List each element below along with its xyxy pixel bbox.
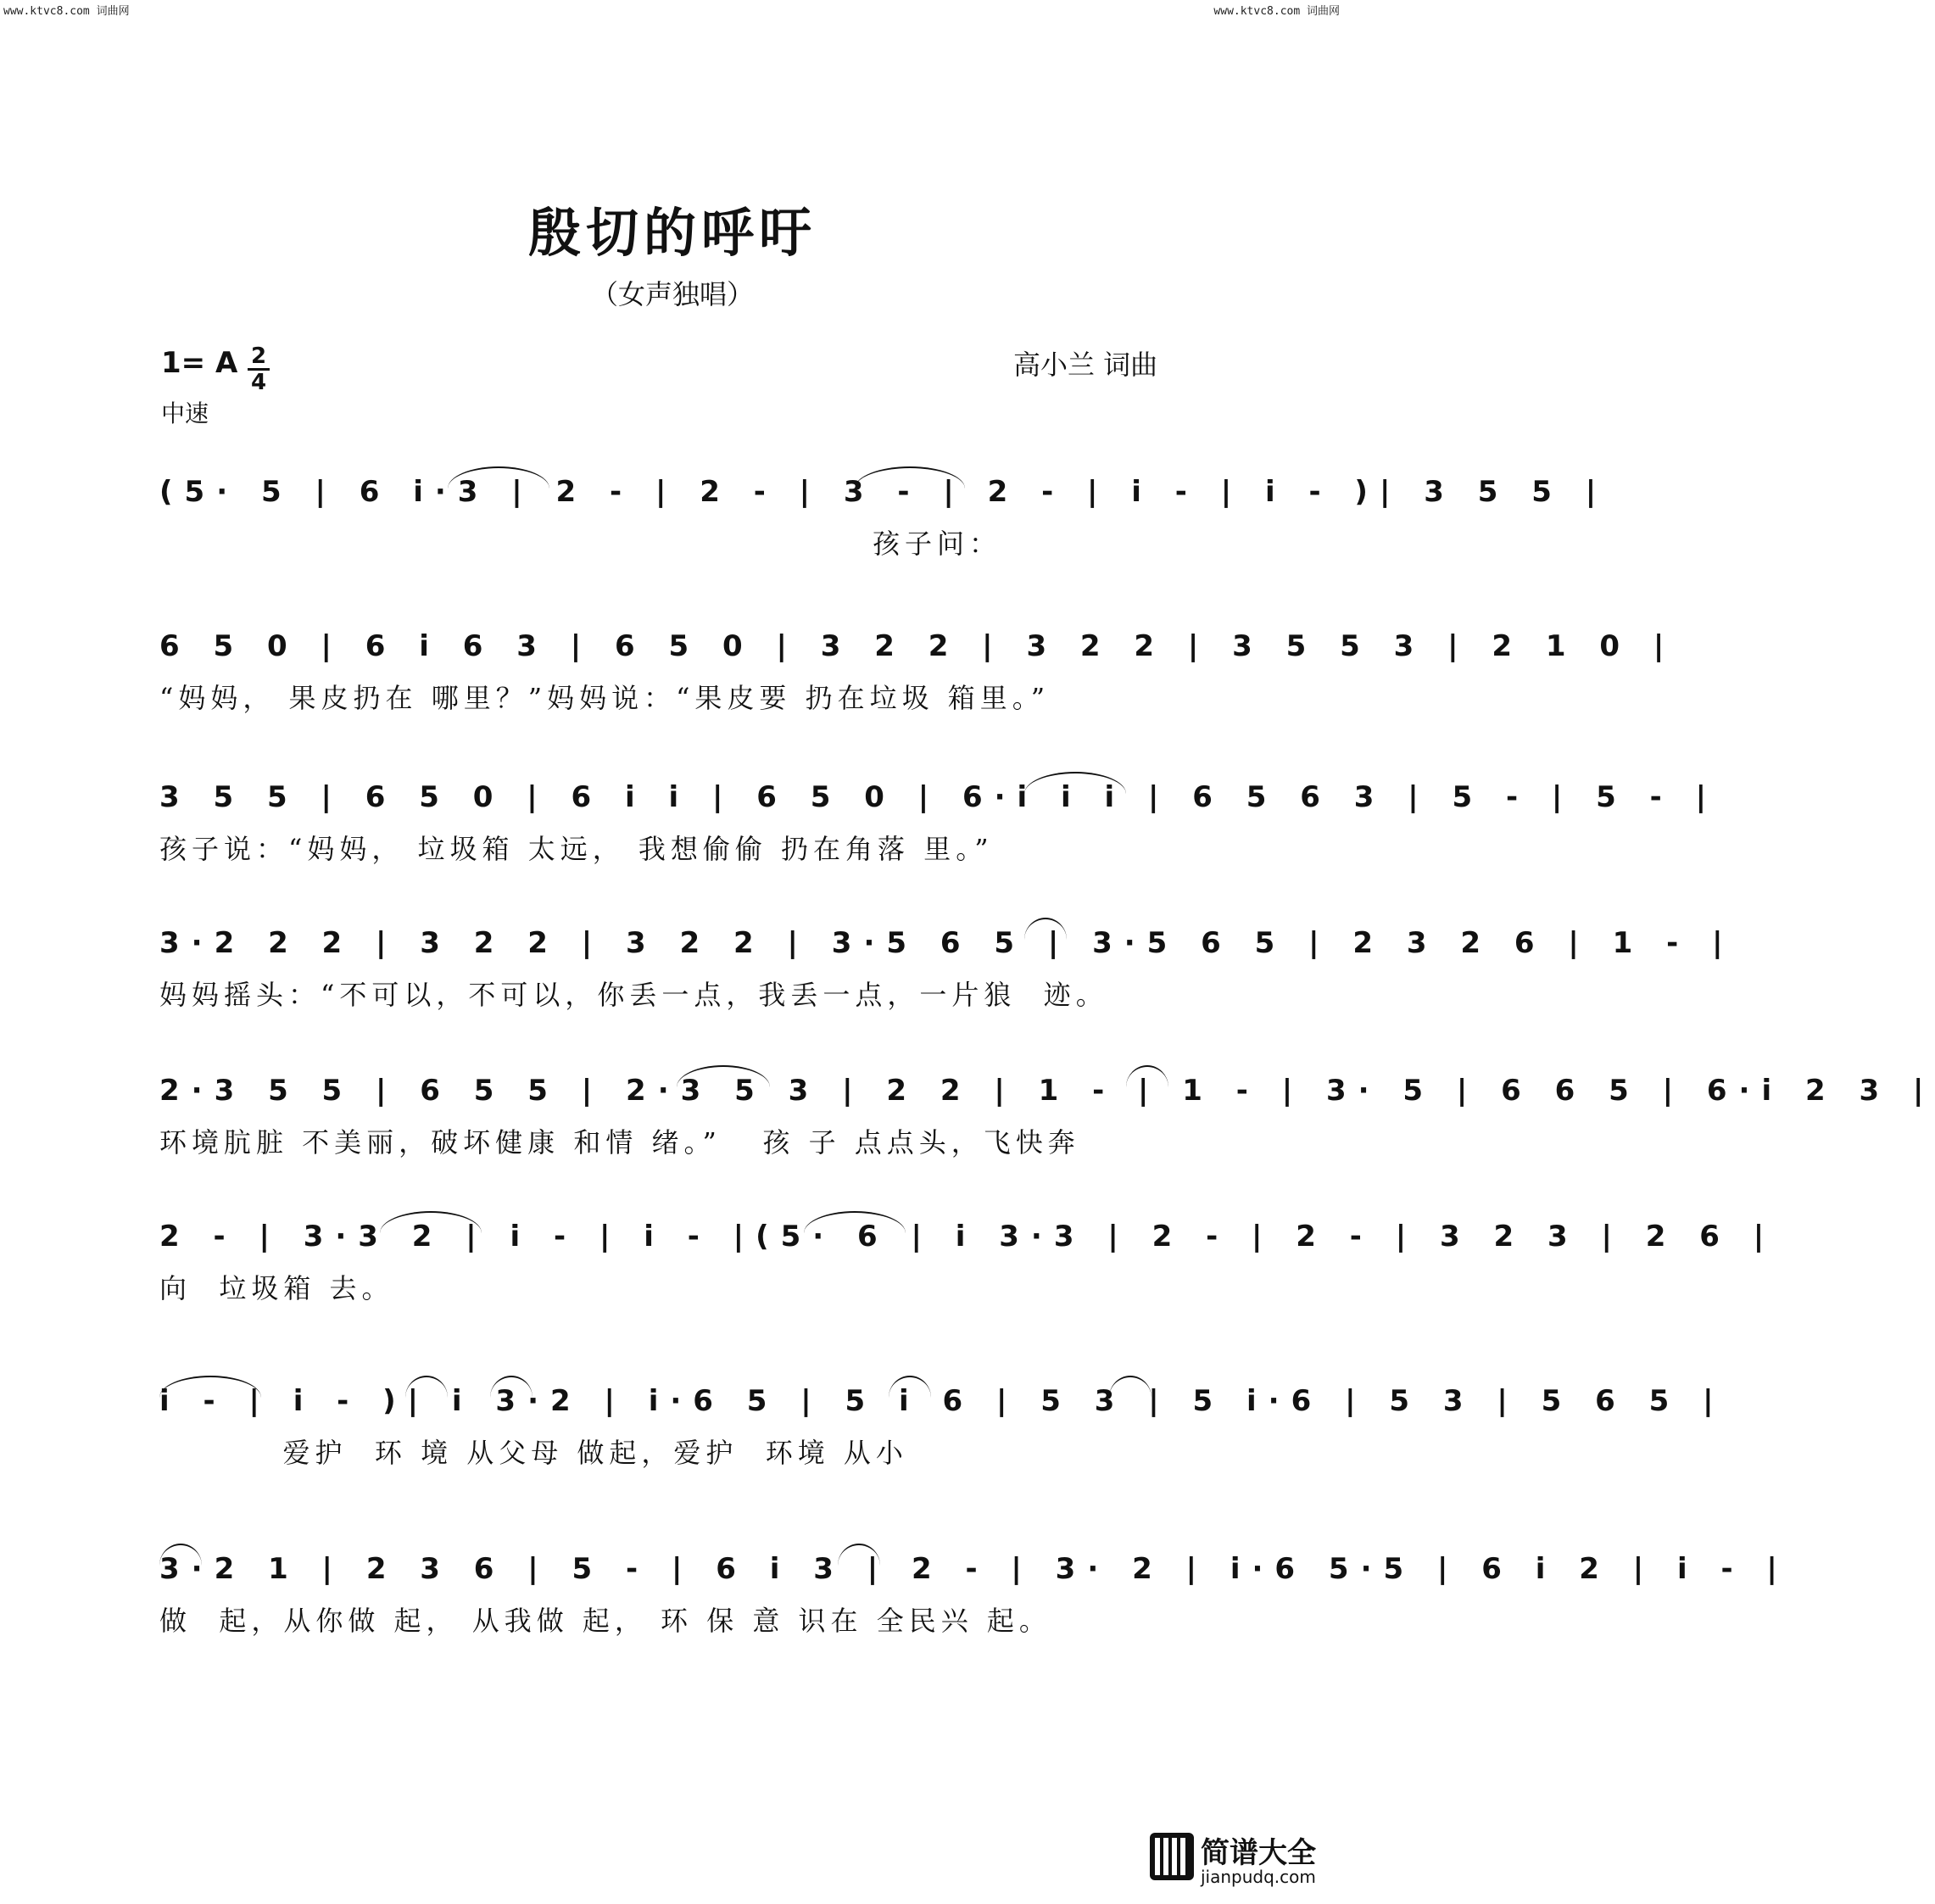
logo-name: 简谱大全 (1201, 1836, 1316, 1870)
piano-keys-icon (1150, 1833, 1194, 1880)
lyrics-line-5: 环境肮脏 不美丽，破坏健康 和情 绪。” 孩 子 点点头，飞快奔 (159, 1126, 1080, 1159)
score-line-7 (159, 1376, 1726, 1471)
lyrics-line-7: 爱护 环 境 从父母 做起，爱护 环境 从小 (159, 1437, 908, 1469)
song-title: 殷切的呼吁 (527, 202, 817, 264)
notes-line-3: 3 5 5 | 6 5 0 | 6 i i | 6 5 0 | 6·i i i | 6 5 6 3 | 5 - | 5 - | (159, 780, 1719, 814)
lyrics-line-3: 孩子说：“妈妈， 垃圾箱 太远， 我想偷偷 扔在角落 里。” (159, 833, 994, 865)
lyrics-line-4: 妈妈摇头：“不可以，不可以，你丢一点，我丢一点，一片狼 迹。 (159, 979, 1108, 1011)
song-subtitle: （女声独唱） (590, 278, 754, 310)
notes-line-5: 2·3 5 5 | 6 5 5 | 2·3 5 3 | 2 2 | 1 - | 1 - | 3· 5 | 6 6 5 | 6·i 2 3 | (159, 1074, 1935, 1108)
time-signature (248, 343, 270, 395)
score-line-6 (159, 1211, 1776, 1306)
score-line-4 (159, 918, 1735, 1013)
site-logo (1150, 1829, 1328, 1889)
watermark-right: www.ktvc8.com 词曲网 (1213, 5, 1340, 18)
watermark-left: www.ktvc8.com 词曲网 (3, 5, 130, 18)
notes-line-2: 6 5 0 | 6 i 6 3 | 6 5 0 | 3 2 2 | 3 2 2 | 3 5 5 3 | 2 1 0 | (159, 629, 1676, 663)
notes-line-4: 3·2 2 2 | 3 2 2 | 3 2 2 | 3·5 6 5 | 3·5 6 5 | 2 3 2 6 | 1 - | (159, 926, 1735, 960)
lyrics-line-6: 向 垃圾箱 去。 (159, 1272, 394, 1304)
score-line-3 (159, 772, 1719, 867)
lyrics-line-8: 做 起，从你做 起， 从我做 起， 环 保 意 识在 全民兴 起。 (159, 1605, 1051, 1637)
score-line-5 (159, 1065, 1935, 1160)
notes-line-1: (5· 5 | 6 i·3 | 2 - | 2 - | 3 - | 2 - | i - | i - )| 3 5 5 | (159, 475, 1609, 509)
notes-line-8: 3·2 1 | 2 3 6 | 5 - | 6 i 3 | 2 - | 3· 2 | i·6 5·5 | 6 i 2 | i - | (159, 1552, 1789, 1586)
time-signature-top: 2 (250, 343, 267, 369)
time-signature-bottom: 4 (250, 370, 267, 395)
lyrics-line-2: “妈妈， 果皮扔在 哪里？”妈妈说：“果皮要 扔在垃圾 箱里。” (159, 682, 1051, 714)
lyrics-line-1: 孩子问： (159, 528, 1001, 560)
score-line-8 (159, 1544, 1789, 1639)
score-line-2 (159, 621, 1676, 716)
notes-line-7: i - | i - )| i 3·2 | i·6 5 | 5 i 6 | 5 3 | 5 i·6 | 5 3 | 5 6 5 | (159, 1384, 1726, 1418)
author-credit: 高小兰 词曲 (1013, 349, 1158, 381)
tempo-marking: 中速 (161, 399, 209, 427)
score-line-1 (159, 466, 1609, 561)
notes-line-6: 2 - | 3·3 2 | i - | i - |(5· 6 | i 3·3 | 2 - | 2 - | 3 2 3 | 2 6 | (159, 1220, 1776, 1254)
logo-url: jianpudq.com (1201, 1867, 1316, 1887)
key-signature: 1= A (161, 346, 238, 380)
